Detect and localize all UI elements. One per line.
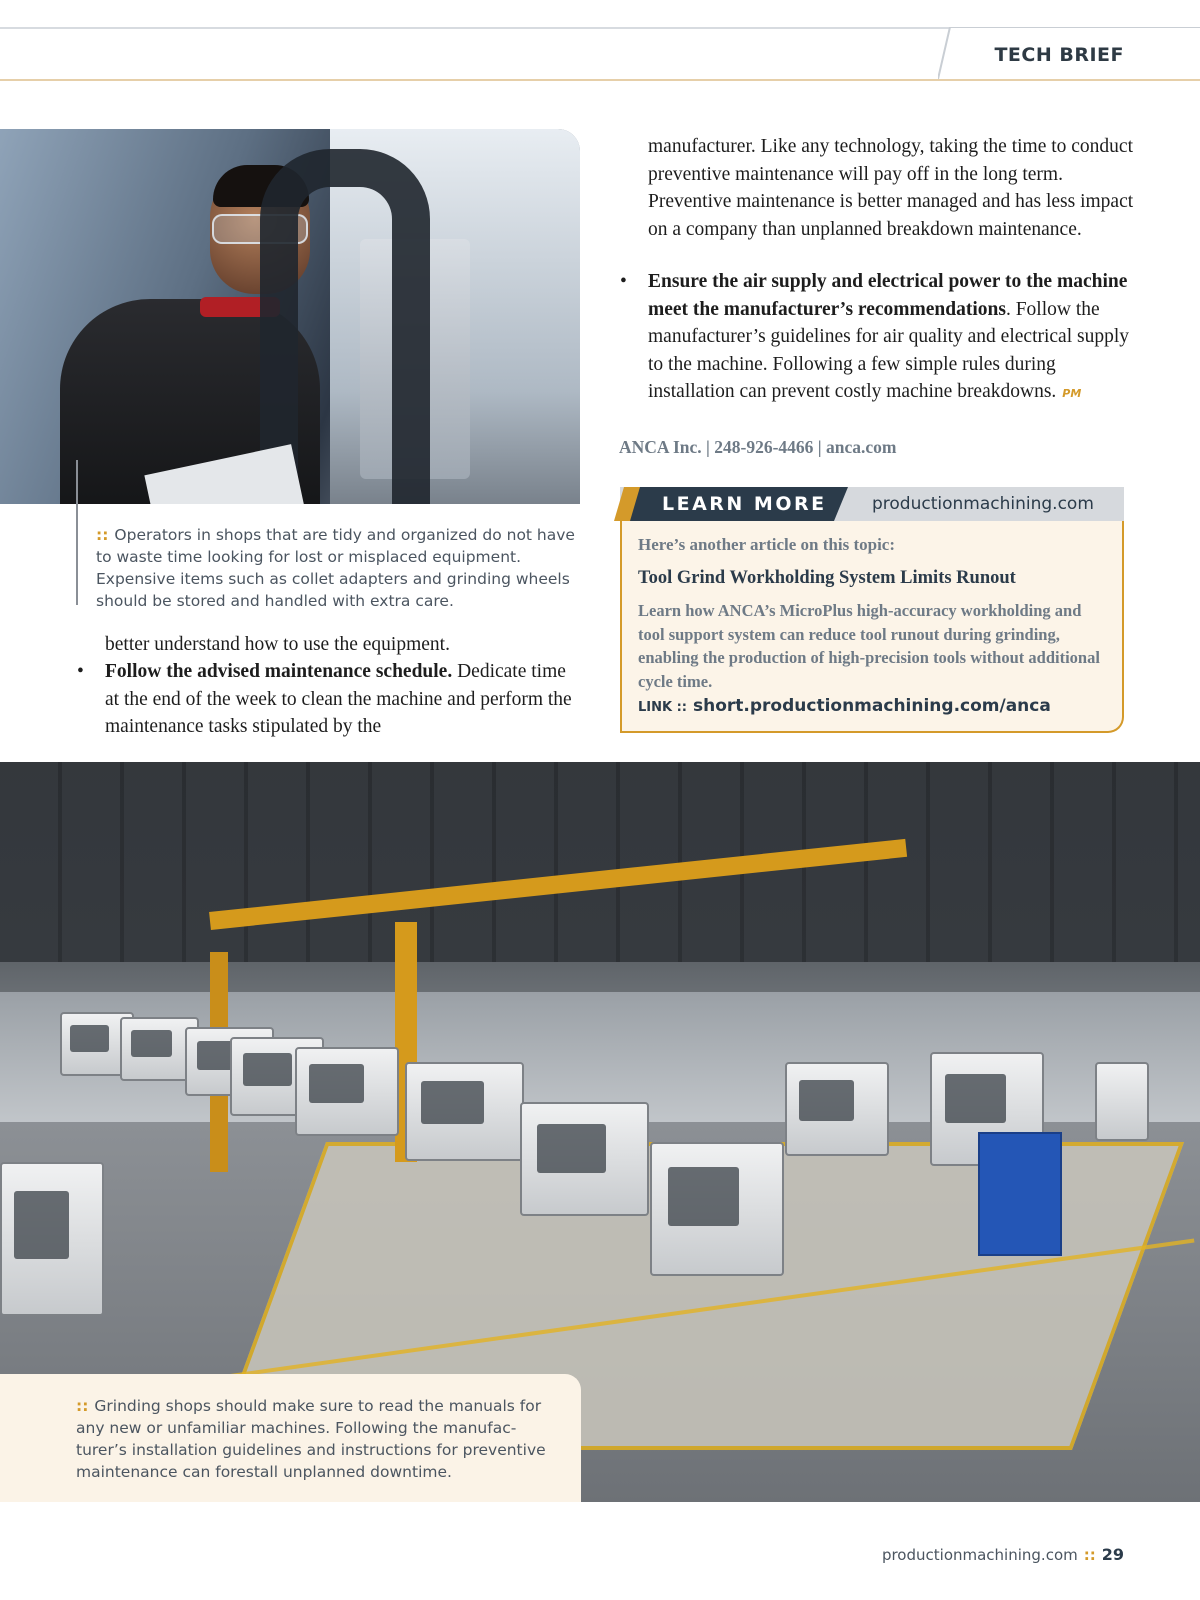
learn-more-box [620, 487, 1124, 733]
learn-more-site[interactable]: productionmachining.com [872, 494, 1094, 514]
link-label: LINK :: [638, 700, 687, 715]
bullet-text: . Follow the manufacturer’s guidelines for air quality and electrical supply to the machine. Following a few simple rules during installation can prevent costly machine breakdowns. [648, 298, 1130, 402]
bullet-heading: Follow the advised maintenance schedule. [105, 661, 453, 682]
related-article-link[interactable] [638, 696, 1051, 716]
bullet-dot: • [77, 661, 84, 682]
bullet-maintenance-schedule [77, 658, 580, 741]
related-article-title[interactable]: Tool Grind Workholding System Limits Runout [638, 568, 1016, 588]
learn-more-intro: Here’s another article on this topic: [638, 535, 896, 554]
section-title: TECH BRIEF [994, 44, 1124, 66]
bullet-heading: Ensure the air supply and electrical power to the machine meet the manufacturer’s recommendations [648, 271, 1128, 320]
photo-caption-top [96, 524, 576, 612]
caption-mark: :: [76, 1397, 89, 1415]
bullet-text: Dedicate time at the end of the week to clean the machine and perform the maintenance tasks stipulated by the [105, 661, 572, 737]
footer-separator: :: [1083, 1546, 1096, 1564]
footer-site: productionmachining.com [881, 1546, 1078, 1564]
page-number: 29 [1101, 1545, 1124, 1564]
body-paragraph-continued: better understand how to use the equipment. [105, 634, 450, 655]
caption-rule [76, 460, 78, 605]
header-rule-bottom [0, 79, 1200, 81]
page-footer [882, 1545, 1124, 1564]
caption-mark: :: [96, 526, 109, 544]
end-mark: PM [1062, 387, 1082, 400]
link-url[interactable]: short.productionmachining.com/anca [693, 696, 1051, 716]
body-paragraph-right: manufacturer. Like any technology, taking the time to conduct preventive maintenance will pay off in the long term. Preventive maintenance is better managed and has less impact on a company than unplanned breakdown maintenance. [648, 136, 1134, 240]
caption-text: Operators in shops that are tidy and organized do not have to waste time looking for lost or misplaced equipment. Expensive items such as collet adapters and grinding wheels should be stored and handled with extra care. [96, 526, 575, 610]
header-rule-top [0, 27, 950, 29]
learn-more-body [620, 521, 1124, 733]
bullet-dot: • [620, 271, 627, 292]
company-contact: ANCA Inc. | 248-926-4466 | anca.com [619, 437, 897, 457]
caption-text: Grinding shops should make sure to read the manuals for any new or unfamiliar machines. Following the manufac-turer’s installation guidelines and instructions for preventive maintenance can forestall unplanned downtime. [76, 1397, 546, 1481]
related-article-description: Learn how ANCA’s MicroPlus high-accuracy workholding and tool support system can reduce tool runout during grinding, enabling the production of high-precision tools without additional cycle time. [638, 601, 1100, 691]
learn-more-label: LEARN MORE [662, 493, 827, 515]
operator-photo [0, 129, 580, 504]
photo-caption-bottom [76, 1395, 566, 1483]
bullet-air-supply [620, 268, 1138, 408]
